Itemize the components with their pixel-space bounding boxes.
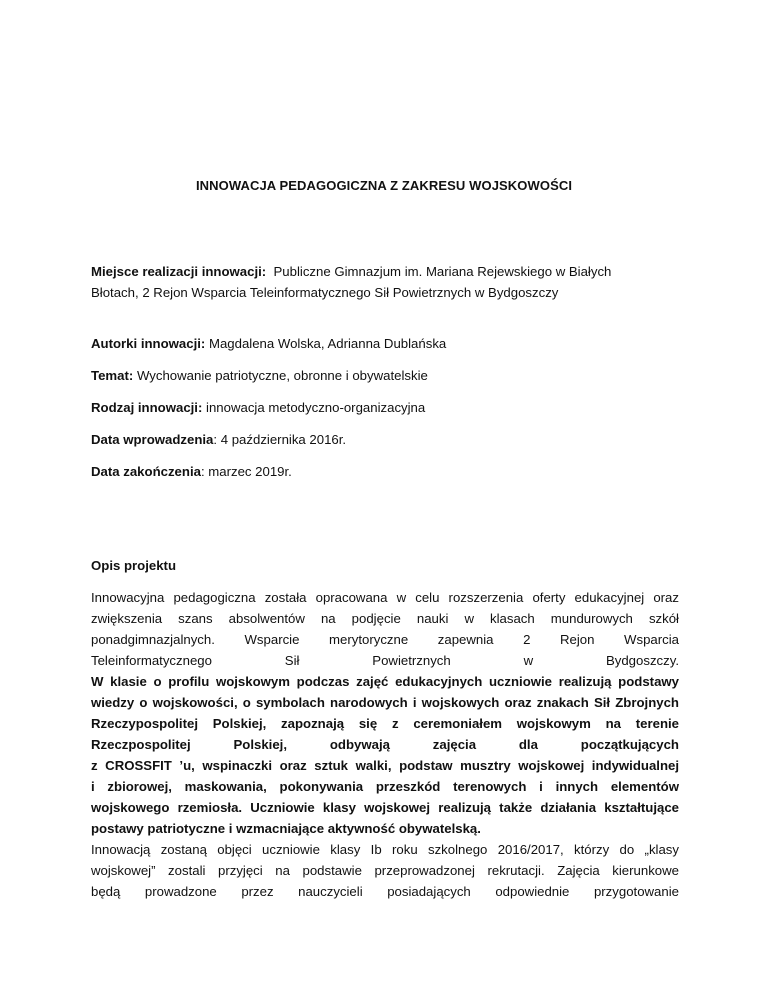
- authors-label: Autorki innowacji:: [91, 336, 206, 351]
- paragraph-description: [91, 587, 679, 839]
- para1-bold-line: postawy patriotyczne i wzmacniające aktywność obywatelską.: [91, 821, 481, 836]
- para1-bold-line: wojskowego rzemiosła. Uczniowie klasy wojskowej realizują także działania kształtujące: [91, 800, 679, 815]
- para1-line: zwiększenia szans absolwentów na podjęcie nauki w klasach mundurowych szkół: [91, 611, 679, 626]
- end-date-row: [91, 461, 679, 482]
- para1-line: Innowacyjna pedagogiczna została opracowana w celu rozszerzenia oferty edukacyjnej oraz: [91, 590, 679, 605]
- para2-line: Innowacją zostaną objęci uczniowie klasy Ib roku szkolnego 2016/2017, którzy do „klasy: [91, 842, 679, 857]
- para1-line: ponadgimnazjalnych. Wsparcie merytoryczne zapewnia 2 Rejon Wsparcia: [91, 632, 679, 647]
- type-row: [91, 397, 679, 418]
- place-value-cont: Błotach, 2 Rejon Wsparcia Teleinformatycznego Sił Powietrznych w Bydgoszczy: [91, 285, 559, 300]
- end-date-value: : marzec 2019r.: [200, 464, 292, 479]
- authors-value: Magdalena Wolska, Adrianna Dublańska: [208, 336, 447, 351]
- para1-line: Teleinformatycznego Sił Powietrznych w Bydgoszczy.: [91, 653, 679, 668]
- place-value: Publiczne Gimnazjum im. Mariana Rejewskiego w Białych: [273, 264, 612, 279]
- paragraph-participants: [91, 839, 679, 902]
- start-date-label: Data wprowadzenia: [91, 432, 214, 447]
- section-heading: Opis projektu: [91, 558, 176, 573]
- para2-line: będą prowadzone przez nauczycieli posiadających odpowiednie przygotowanie: [91, 884, 679, 899]
- place-of-realization: [91, 261, 679, 303]
- type-label: Rodzaj innowacji:: [91, 400, 203, 415]
- type-value: innowacja metodyczno-organizacyjna: [206, 400, 426, 415]
- authors-row: [91, 333, 679, 354]
- place-label: Miejsce realizacji innowacji:: [91, 264, 267, 279]
- para2-line: wojskowej” zostali przyjęci na podstawie przeprowadzonej rekrutacji. Zajęcia kierunkowe: [91, 863, 679, 878]
- topic-row: [91, 365, 679, 386]
- para1-bold-line: z CROSSFIT ’u, wspinaczki oraz sztuk walki, podstaw musztry wojskowej indywidualnej: [91, 758, 679, 773]
- start-date-row: [91, 429, 679, 450]
- para1-bold-line: wiedzy o wojskowości, o symbolach narodowych i wojskowych oraz znakach Sił Zbrojnych: [91, 695, 679, 710]
- para1-bold-line: Rzeczpospolitej Polskiej, odbywają zajęcia dla początkujących: [91, 737, 679, 752]
- para1-bold-line: W klasie o profilu wojskowym podczas zajęć edukacyjnych uczniowie realizują podstawy: [91, 674, 679, 689]
- document-title: INNOWACJA PEDAGOGICZNA Z ZAKRESU WOJSKOWOŚCI: [195, 178, 573, 193]
- para1-bold-line: Rzeczypospolitej Polskiej, zapoznają się z ceremoniałem wojskowym na terenie: [91, 716, 679, 731]
- end-date-label: Data zakończenia: [91, 464, 201, 479]
- para1-bold-line: i zbiorowej, maskowania, pokonywania przeszkód terenowych i innych elementów: [91, 779, 679, 794]
- topic-value: Wychowanie patriotyczne, obronne i obywatelskie: [136, 368, 428, 383]
- start-date-value: : 4 października 2016r.: [213, 432, 347, 447]
- topic-label: Temat:: [91, 368, 134, 383]
